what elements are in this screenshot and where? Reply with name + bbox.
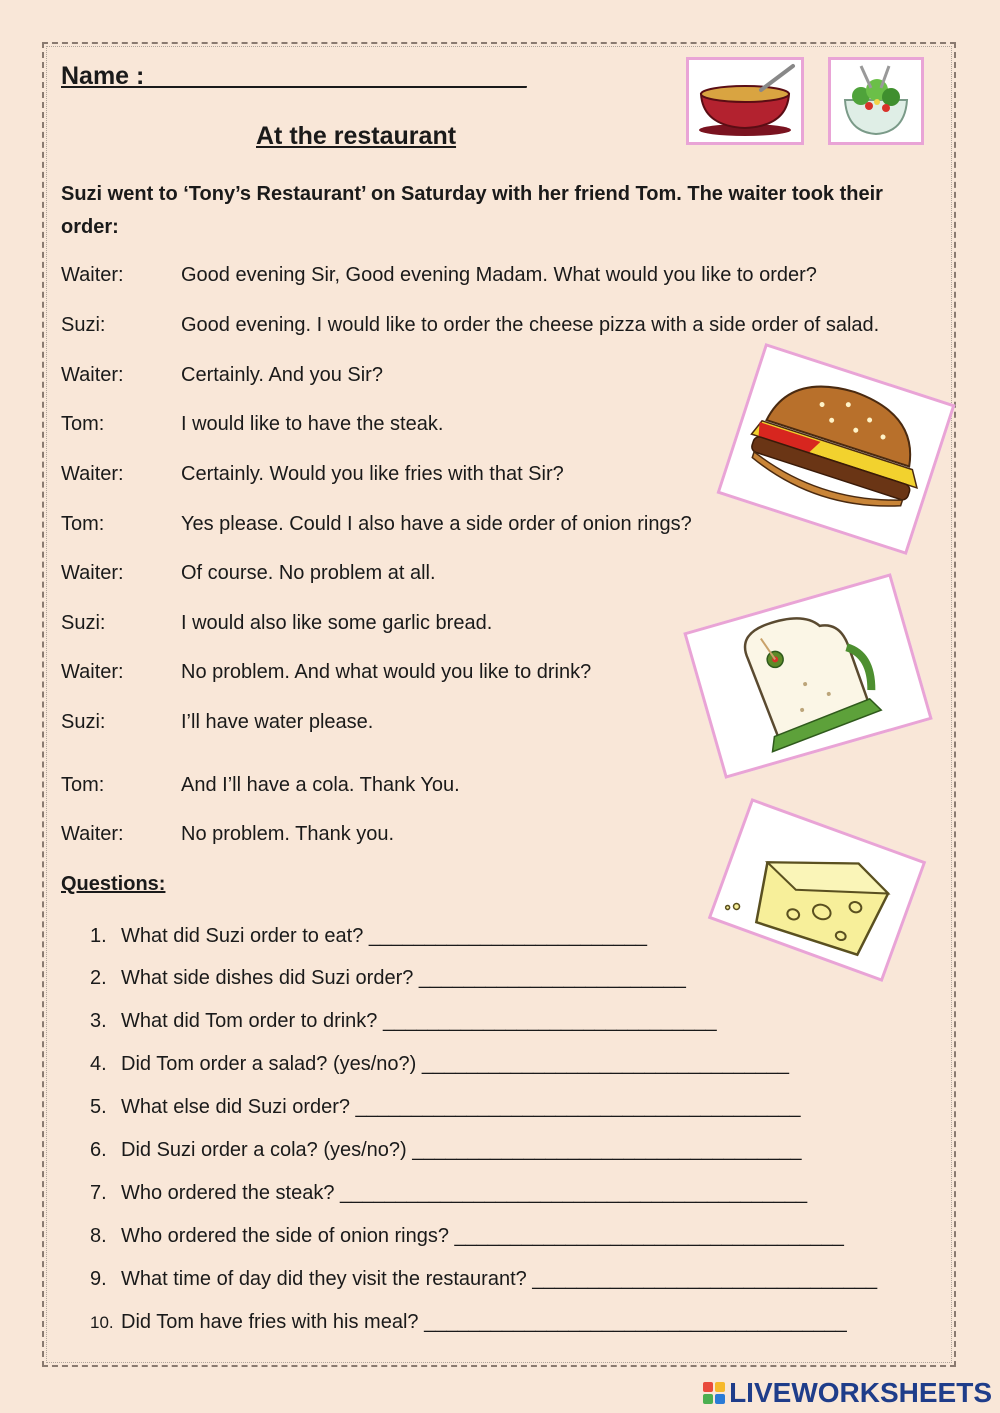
question-text: Did Suzi order a cola? (yes/no?) ___________________________________	[121, 1139, 802, 1161]
brand-icon	[703, 1382, 725, 1404]
dialogue-line	[61, 264, 817, 287]
speaker-label: Tom:	[61, 413, 105, 435]
brand-text: LIVEWORKSHEETS	[729, 1377, 992, 1408]
question-text: What did Tom order to drink? ______________________________	[121, 1010, 717, 1032]
dialogue-text: I would also like some garlic bread.	[181, 612, 493, 634]
question-number: 3.	[90, 1010, 107, 1032]
dialogue-line	[61, 513, 692, 536]
question-item	[90, 1010, 717, 1033]
speaker-label: Waiter:	[61, 264, 124, 286]
speaker-label: Waiter:	[61, 562, 124, 584]
question-number: 7.	[90, 1182, 107, 1204]
question-text: What side dishes did Suzi order? ________________________	[121, 967, 686, 989]
question-text: Who ordered the side of onion rings? ___________________________________	[121, 1225, 844, 1247]
salad-image	[828, 57, 924, 145]
question-number: 5.	[90, 1096, 107, 1118]
dialogue-text: No problem. And what would you like to drink?	[181, 661, 592, 683]
dialogue-line	[61, 661, 591, 684]
dialogue-text: Good evening. I would like to order the cheese pizza with a side order of salad.	[181, 314, 880, 336]
speaker-label: Waiter:	[61, 364, 124, 386]
question-item	[90, 1182, 807, 1205]
question-item	[90, 1096, 800, 1119]
question-number: 9.	[90, 1268, 107, 1290]
speaker-label: Tom:	[61, 774, 105, 796]
dialogue-line	[61, 562, 436, 585]
dialogue-text: Of course. No problem at all.	[181, 562, 436, 584]
dialogue-text: I’ll have water please.	[181, 711, 374, 733]
question-number: 10.	[90, 1313, 114, 1332]
speaker-label: Tom:	[61, 513, 105, 535]
dialogue-line	[61, 823, 394, 846]
dialogue-text: No problem. Thank you.	[181, 823, 395, 845]
dialogue-line	[61, 612, 492, 635]
question-number: 1.	[90, 925, 107, 947]
question-text: Did Tom order a salad? (yes/no?) _________________________________	[121, 1053, 789, 1075]
dialogue-text: Good evening Sir, Good evening Madam. What would you like to order?	[181, 264, 817, 286]
speaker-label: Suzi:	[61, 711, 106, 733]
speaker-label: Suzi:	[61, 314, 106, 336]
question-text: What did Suzi order to eat? _________________________	[121, 925, 647, 947]
dialogue-text: Yes please. Could I also have a side order of onion rings?	[181, 513, 692, 535]
speaker-label: Waiter:	[61, 823, 124, 845]
dialogue-text: Certainly. And you Sir?	[181, 364, 383, 386]
dialogue-line	[61, 413, 443, 436]
question-item	[90, 1268, 877, 1291]
question-text: Did Tom have fries with his meal? ______________________________________	[121, 1311, 847, 1333]
soup-image	[686, 57, 804, 145]
question-number: 6.	[90, 1139, 107, 1161]
question-item	[90, 925, 647, 948]
dialogue-line	[61, 314, 879, 337]
question-text: What else did Suzi order? ________________________________________	[121, 1096, 801, 1118]
speaker-label: Waiter:	[61, 463, 124, 485]
speaker-label: Suzi:	[61, 612, 106, 634]
question-item	[90, 1139, 802, 1162]
dialogue-line	[61, 711, 373, 734]
intro-paragraph: Suzi went to ‘Tony’s Restaurant’ on Saturday with her friend Tom. The waiter took their order:	[61, 183, 883, 238]
question-number: 2.	[90, 967, 107, 989]
dialogue-line	[61, 774, 460, 797]
question-item	[90, 1225, 844, 1248]
name-field-label: Name : ___________________________	[61, 62, 527, 90]
dialogue-text: And I’ll have a cola. Thank You.	[181, 774, 460, 796]
dialogue-line	[61, 364, 383, 387]
questions-heading: Questions:	[61, 873, 166, 895]
dialogue-text: I would like to have the steak.	[181, 413, 444, 435]
dialogue-line	[61, 463, 564, 486]
page-title: At the restaurant	[256, 122, 457, 150]
speaker-label: Waiter:	[61, 661, 124, 683]
question-item	[90, 1311, 847, 1334]
question-text: Who ordered the steak? __________________________________________	[121, 1182, 808, 1204]
question-item	[90, 1053, 789, 1076]
question-item	[90, 967, 686, 990]
question-text: What time of day did they visit the restaurant? _______________________________	[121, 1268, 878, 1290]
dialogue-text: Certainly. Would you like fries with that Sir?	[181, 463, 564, 485]
question-number: 4.	[90, 1053, 107, 1075]
liveworksheets-logo	[703, 1378, 992, 1408]
question-number: 8.	[90, 1225, 107, 1247]
